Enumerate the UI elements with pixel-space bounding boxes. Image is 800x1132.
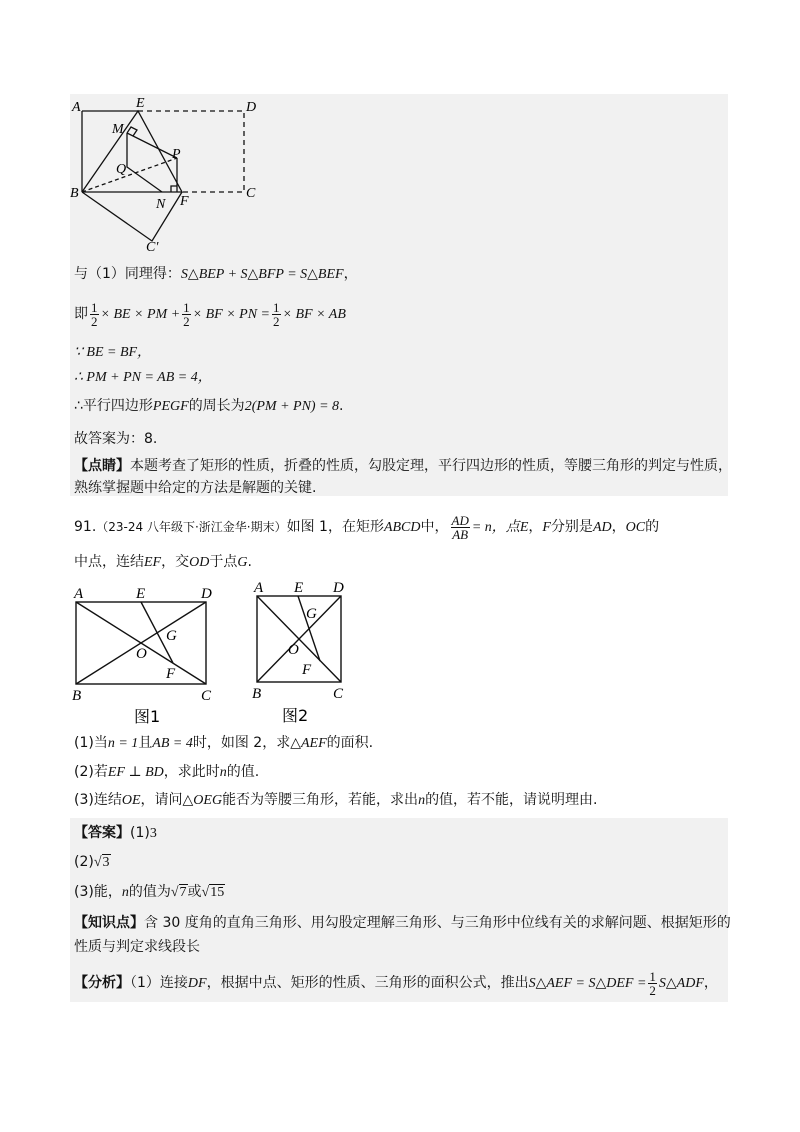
fig2-label-F: F <box>302 662 312 678</box>
fig2-label-C: C <box>333 686 344 702</box>
comment-line-2: 熟练掌握题中给定的方法是解题的关键. <box>74 480 317 496</box>
label-D: D <box>246 100 257 115</box>
answer-3: (3)能，n的值为√7或√15 <box>74 884 225 900</box>
fig1-label-F: F <box>166 666 176 682</box>
answer-1: 【答案】(1)3 <box>74 825 157 841</box>
knowledge-points-1: 【知识点】含 30 度角的直角三角形、用勾股定理解三角形、与三角形中位线有关的求解问题、根据矩形的 <box>74 915 731 931</box>
figure-2 <box>250 578 360 730</box>
fig2-caption: 图2 <box>282 706 309 725</box>
part-3: (3)连结OE，请问△OEG能否为等腰三角形，若能，求出n的值，若不能，请说明理由. <box>74 792 598 808</box>
solution-line-1: 与（1）同理得：S△BEP + S△BFP = S△BEF， <box>74 266 358 282</box>
solution-line-5: ∴平行四边形PEGF的周长为2(PM + PN) = 8. <box>74 398 344 414</box>
label-N: N <box>156 197 166 212</box>
fig1-label-B: B <box>72 688 82 704</box>
label-C: C <box>246 186 256 201</box>
part-2: (2)若EF ⊥ BD，求此时n的值. <box>74 764 260 780</box>
label-B: B <box>70 186 79 201</box>
answer-line: 故答案为：8. <box>74 431 158 447</box>
label-A: A <box>72 100 81 115</box>
fig2-label-A: A <box>254 580 264 596</box>
label-M: M <box>112 122 124 137</box>
part-1: (1)当n = 1且AB = 4时，如图 2，求△AEF的面积. <box>74 735 374 751</box>
question-91-line-1: 91.（23-24 八年级下·浙江金华·期末）如图 1，在矩形ABCD中， $\frac{AD}{AB}$ = n，点E，F分别是AD，OC的 <box>74 512 660 542</box>
figure-1 <box>70 580 230 730</box>
question-91-line-2: 中点，连结EF，交OD于点G. <box>74 554 252 570</box>
fig2-label-O: O <box>288 642 299 658</box>
answer-2: (2)√3 <box>74 854 110 870</box>
fig1-caption: 图1 <box>134 707 161 726</box>
folding-figure <box>70 96 280 252</box>
fig2-label-D: D <box>333 580 344 596</box>
solution-line-4: ∴ PM + PN = AB = 4， <box>74 370 212 385</box>
comment-line-1: 【点睛】本题考查了矩形的性质，折叠的性质，勾股定理，平行四边形的性质，等腰三角形的判定与性质， <box>74 458 732 474</box>
fig2-label-E: E <box>294 580 304 596</box>
fig1-label-A: A <box>74 586 84 602</box>
label-E: E <box>136 96 145 111</box>
fig1-label-G: G <box>166 628 177 644</box>
knowledge-points-2: 性质与判定求线段长 <box>74 939 200 955</box>
fig1-label-C: C <box>201 688 212 704</box>
label-C-prime: C′ <box>146 240 159 252</box>
analysis-line: 【分析】（1）连接DF，根据中点、矩形的性质、三角形的面积公式，推出S△AEF = S△DEF = $\frac{1}{2}$ S△ADF， <box>74 968 718 998</box>
label-F: F <box>180 194 189 209</box>
fig1-label-O: O <box>136 646 147 662</box>
fig1-label-E: E <box>136 586 146 602</box>
label-P: P <box>172 147 181 162</box>
fig2-label-B: B <box>252 686 262 702</box>
solution-line-3: ∵ BE = BF， <box>74 345 152 360</box>
fig2-label-G: G <box>306 606 317 622</box>
solution-line-2: 即 $\frac{1}{2}$ × BE × PM + $\frac{1}{2}$ × BF × PN = $\frac{1}{2}$ × BF × AB <box>74 299 346 329</box>
fig1-label-D: D <box>201 586 212 602</box>
label-Q: Q <box>116 162 127 177</box>
